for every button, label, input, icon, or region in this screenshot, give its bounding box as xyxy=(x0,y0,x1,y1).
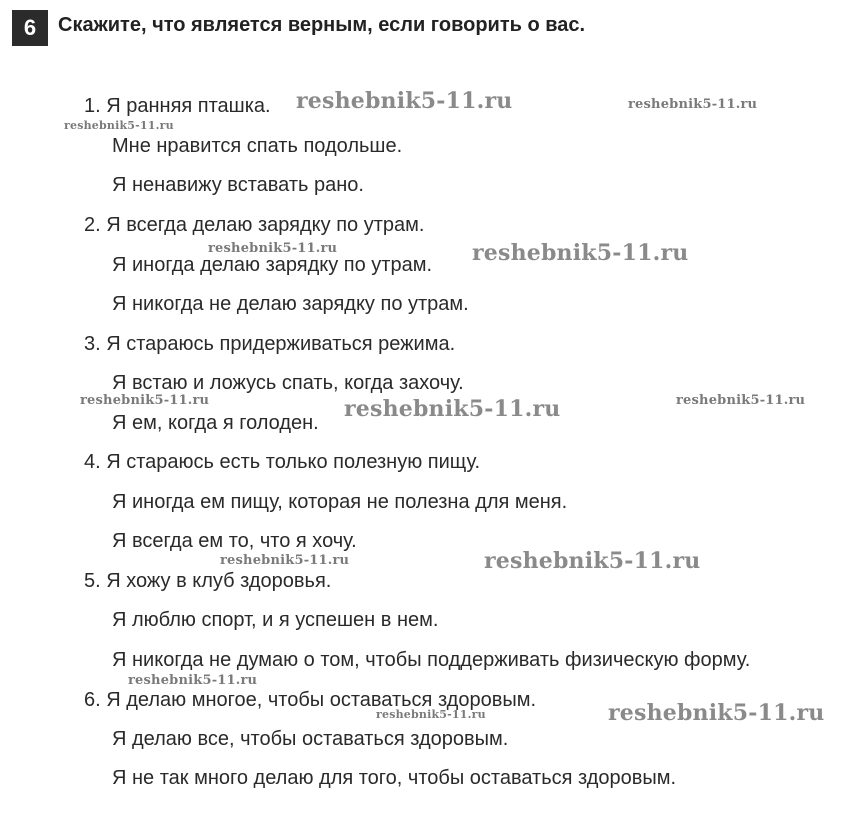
task-title: Скажите, что является верным, если говорить о вас. xyxy=(58,14,586,36)
answer-3b: Я ем, когда я голоден. xyxy=(112,412,319,434)
answer-2b: Я никогда не делаю зарядку по утрам. xyxy=(112,293,469,315)
watermark: reshebnik5-11.ru xyxy=(376,708,486,721)
watermark: reshebnik5-11.ru xyxy=(64,119,174,132)
answer-2a: Я иногда делаю зарядку по утрам. xyxy=(112,254,433,276)
watermark: reshebnik5-11.ru xyxy=(296,88,513,114)
watermark: reshebnik5-11.ru xyxy=(676,393,806,408)
answer-1b: Я ненавижу вставать рано. xyxy=(112,174,364,196)
question-1: 1. Я ранняя пташка. xyxy=(84,95,271,117)
answer-5a: Я люблю спорт, и я успешен в нем. xyxy=(112,609,439,631)
question-6: 6. Я делаю многое, чтобы оставаться здоровым. xyxy=(84,689,537,711)
watermark: reshebnik5-11.ru xyxy=(344,396,561,422)
watermark: reshebnik5-11.ru xyxy=(608,700,825,726)
answer-1a: Мне нравится спать подольше. xyxy=(112,135,403,157)
watermark: reshebnik5-11.ru xyxy=(128,673,258,688)
question-2: 2. Я всегда делаю зарядку по утрам. xyxy=(84,214,425,236)
question-5: 5. Я хожу в клуб здоровья. xyxy=(84,570,332,592)
watermark: reshebnik5-11.ru xyxy=(628,97,758,112)
answer-6a: Я делаю все, чтобы оставаться здоровым. xyxy=(112,728,509,750)
answer-4b: Я всегда ем то, что я хочу. xyxy=(112,530,357,552)
answer-6b: Я не так много делаю для того, чтобы оставаться здоровым. xyxy=(112,767,677,789)
answer-5b: Я никогда не думаю о том, чтобы поддерживать физическую форму. xyxy=(112,649,751,671)
watermark: reshebnik5-11.ru xyxy=(472,240,689,266)
answer-4a: Я иногда ем пищу, которая не полезна для меня. xyxy=(112,491,568,513)
watermark: reshebnik5-11.ru xyxy=(208,241,338,256)
answer-3a: Я встаю и ложусь спать, когда захочу. xyxy=(112,372,464,394)
watermark: reshebnik5-11.ru xyxy=(80,393,210,408)
watermark: reshebnik5-11.ru xyxy=(220,553,350,568)
task-number-badge: 6 xyxy=(12,10,48,46)
watermark: reshebnik5-11.ru xyxy=(484,548,701,574)
question-3: 3. Я стараюсь придерживаться режима. xyxy=(84,333,456,355)
question-4: 4. Я стараюсь есть только полезную пищу. xyxy=(84,451,481,473)
